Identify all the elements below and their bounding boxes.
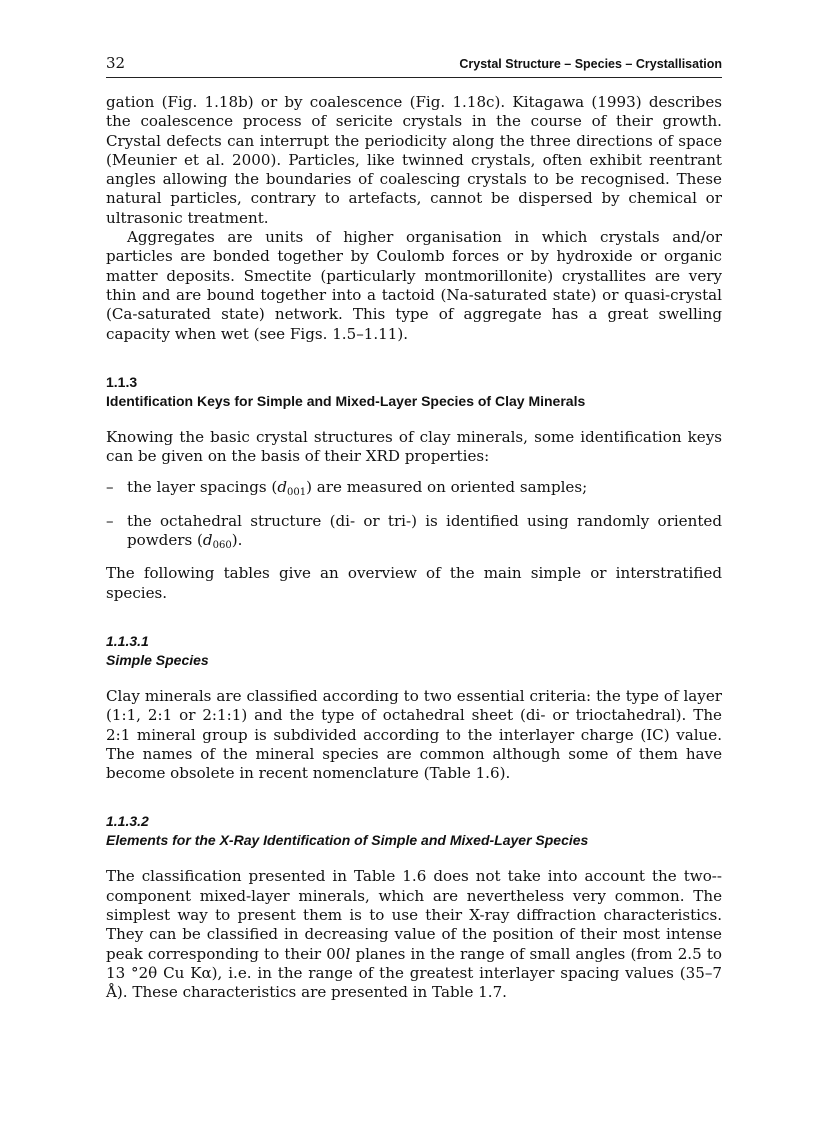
body-text: The classification presented in Table 1.6 does not take into account the two-component mixed-layer minerals, which are nevertheless very common. The simplest way to present them is to use their X-ray diffraction characteristics. They can be classified in decreasing value of the position of their most intense peak corresponding to their 00 bbox=[106, 867, 722, 963]
section-number: 1.1.3.2 bbox=[106, 813, 149, 830]
paragraph-coalescence: gation (Fig. 1.18b) or by coalescence (Fig. 1.18c). Kitagawa (1993) describes the coalescence process of sericite crystals in the course of their growth. Crystal defects can interrupt the periodicity along the three directions of space (Meunier et al. 2000). Particles, like twinned crystals, often exhibit reentrant angles allowing the boundaries of coalescing crystals to be recognised. These natural particles, contrary to artefacts, cannot be dispersed by chemical or ultrasonic treatment. bbox=[106, 93, 722, 227]
page-number: 32 bbox=[106, 54, 126, 72]
body-content bbox=[106, 93, 722, 1003]
page bbox=[106, 54, 722, 1003]
running-head: Crystal Structure – Species – Crystallisation bbox=[459, 57, 722, 71]
list-text: ). bbox=[231, 531, 243, 550]
section-heading-1-1-3 bbox=[106, 373, 722, 411]
paragraph-tables-overview: The following tables give an overview of the main simple or interstratified species. bbox=[106, 564, 722, 602]
list-text: the octahedral structure (di- or tri-) is identified using randomly oriented powders ( bbox=[127, 511, 722, 550]
body-text: planes in the range of small angles (from 2.5 to 13 °2θ Cu Kα), i.e. in the range of the greatest interlayer spacing values (35–7 Å). These characteristics are presented in Table 1.7. bbox=[106, 944, 723, 1002]
identification-list bbox=[106, 478, 722, 555]
paragraph-aggregates: Aggregates are units of higher organisation in which crystals and/or particles are bonded together by Coulomb forces or by hydroxide or organic matter deposits. Smectite (particularly montmorillonite) crystallites are very thin and are bound together into a tactoid (Na-saturated state) or quasi-crystal (Ca-saturated state) network. This type of aggregate has a great swelling capacity when wet (see Figs. 1.5–1.11). bbox=[106, 228, 722, 343]
section-title: Elements for the X-Ray Identification of Simple and Mixed-Layer Species bbox=[106, 832, 589, 849]
paragraph-simple-species: Clay minerals are classified according to two essential criteria: the type of layer (1:1, 2:1 or 2:1:1) and the type of octahedral sheet (di- or trioctahedral). The 2:1 mineral group is subdivided according to the interlayer charge (IC) value. The names of the mineral species are common although some of them have become obsolete in recent nomenclature (Table 1.6). bbox=[106, 686, 722, 783]
section-title: Identification Keys for Simple and Mixed-Layer Species of Clay Minerals bbox=[106, 392, 586, 409]
list-item bbox=[106, 512, 722, 556]
paragraph-identification-intro: Knowing the basic crystal structures of clay minerals, some identification keys can be given on the basis of their XRD properties: bbox=[106, 427, 722, 466]
math-subscript: 001 bbox=[287, 487, 307, 499]
section-heading-1-1-3-2 bbox=[106, 812, 722, 850]
list-text: ) are measured on oriented samples; bbox=[306, 478, 588, 497]
math-symbol: d bbox=[202, 531, 213, 550]
page-header bbox=[106, 54, 722, 78]
dash-bullet: – bbox=[106, 511, 114, 530]
section-number: 1.1.3 bbox=[106, 373, 138, 390]
math-symbol: d bbox=[277, 478, 287, 497]
section-heading-1-1-3-1 bbox=[106, 632, 722, 670]
list-item bbox=[106, 478, 722, 502]
math-subscript: 060 bbox=[212, 540, 232, 552]
dash-bullet: – bbox=[106, 478, 114, 497]
math-symbol: l bbox=[345, 944, 351, 963]
section-number: 1.1.3.1 bbox=[106, 632, 149, 649]
section-title: Simple Species bbox=[106, 651, 209, 668]
list-text: the layer spacings ( bbox=[127, 478, 278, 497]
paragraph-xray-identification bbox=[106, 867, 722, 1002]
